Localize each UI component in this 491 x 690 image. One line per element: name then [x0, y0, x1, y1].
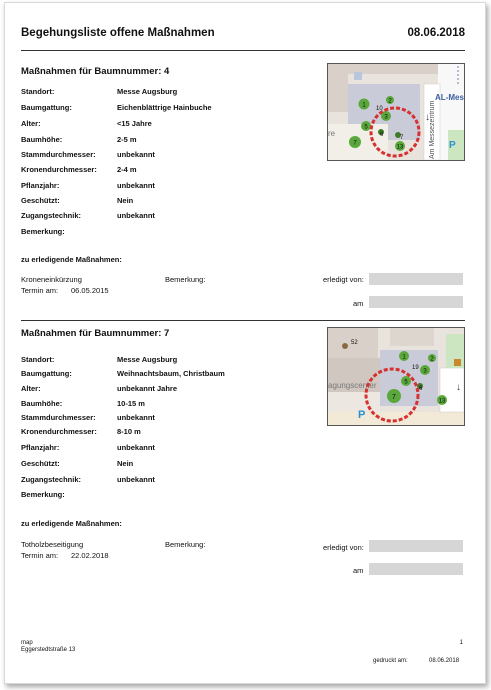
label-zugangstechnik: Zugangstechnik:	[21, 475, 82, 484]
value-standort: Messe Augsburg	[117, 87, 178, 96]
termin-date: 22.02.2018	[71, 551, 109, 560]
am-field[interactable]	[369, 563, 463, 575]
page-number: 1	[459, 640, 463, 646]
label-zugangstechnik: Zugangstechnik:	[21, 211, 82, 220]
svg-text:3: 3	[423, 368, 427, 375]
parking-label: P	[358, 409, 366, 421]
svg-text:5: 5	[364, 124, 368, 131]
svg-text:3: 3	[384, 114, 388, 121]
label-bemerkung: Bemerkung:	[21, 490, 65, 499]
todo-heading: zu erledigende Maßnahmen:	[21, 519, 122, 528]
label-baumgattung: Baumgattung:	[21, 103, 72, 112]
section-title: Maßnahmen für Baumnummer: 4	[21, 66, 170, 77]
value-stammdurchmesser: unbekannt	[117, 150, 155, 159]
value-alter: unbekannt Jahre	[117, 384, 178, 393]
document-page	[4, 2, 486, 684]
am-field[interactable]	[369, 296, 463, 308]
svg-text:re: re	[328, 129, 336, 138]
label-kronendurchmesser: Kronendurchmesser:	[21, 427, 97, 436]
value-baumgattung: Weihnachtsbaum, Christbaum	[117, 369, 225, 378]
svg-text:2: 2	[388, 98, 392, 105]
erledigt-von-label: erledigt von:	[323, 543, 364, 552]
svg-text:7: 7	[353, 140, 357, 147]
poi-icon	[342, 343, 348, 349]
svg-text:1: 1	[402, 354, 406, 361]
label-stammdurchmesser: Stammdurchmesser:	[21, 413, 96, 422]
svg-text:10: 10	[376, 106, 383, 112]
label-alter: Alter:	[21, 384, 41, 393]
svg-text:7: 7	[392, 394, 396, 401]
value-kronendurchmesser: 8-10 m	[117, 427, 141, 436]
value-pflanzjahr: unbekannt	[117, 443, 155, 452]
bemerkung-label: Bemerkung:	[165, 275, 206, 284]
label-stammdurchmesser: Stammdurchmesser:	[21, 150, 96, 159]
label-standort: Standort:	[21, 355, 55, 364]
value-zugangstechnik: unbekannt	[117, 475, 155, 484]
map-label: AL-Mes	[435, 93, 464, 102]
value-pflanzjahr: unbekannt	[117, 181, 155, 190]
am-label: am	[353, 299, 364, 308]
svg-text:1: 1	[362, 102, 366, 109]
svg-text:13: 13	[396, 144, 404, 151]
header-rule	[21, 50, 465, 51]
value-geschuetzt: Nein	[117, 196, 134, 205]
label-alter: Alter:	[21, 119, 41, 128]
value-baumhoehe: 2-5 m	[117, 135, 137, 144]
footer-line-1: map	[21, 640, 33, 646]
label-bemerkung: Bemerkung:	[21, 227, 65, 236]
label-geschuetzt: Geschützt:	[21, 196, 60, 205]
tree-location-map	[327, 63, 465, 161]
todo-heading: zu erledigende Maßnahmen:	[21, 255, 122, 264]
label-kronendurchmesser: Kronendurchmesser:	[21, 165, 97, 174]
label-geschuetzt: Geschützt:	[21, 459, 60, 468]
termin-label: Termin am:	[21, 286, 59, 295]
svg-text:19: 19	[412, 365, 419, 371]
erledigt-von-field[interactable]	[369, 273, 463, 285]
parking-label: P	[449, 140, 456, 151]
label-standort: Standort:	[21, 87, 55, 96]
value-baumgattung: Eichenblättrige Hainbuche	[117, 103, 212, 112]
value-stammdurchmesser: unbekannt	[117, 413, 155, 422]
svg-text:2: 2	[430, 356, 434, 363]
section-divider	[21, 320, 465, 321]
am-label: am	[353, 566, 364, 575]
value-alter: <15 Jahre	[117, 119, 152, 128]
value-kronendurchmesser: 2-4 m	[117, 165, 137, 174]
massnahme-text: Kroneneinkürzung	[21, 275, 82, 284]
label-pflanzjahr: Pflanzjahr:	[21, 443, 60, 452]
section-title: Maßnahmen für Baumnummer: 7	[21, 328, 170, 339]
tree-location-map	[327, 327, 465, 426]
value-geschuetzt: Nein	[117, 459, 134, 468]
printed-label: gedruckt am:	[373, 658, 408, 664]
map-label: agungscenter	[328, 381, 377, 390]
termin-date: 06.05.2015	[71, 286, 109, 295]
label-pflanzjahr: Pflanzjahr:	[21, 181, 60, 190]
svg-text:↓: ↓	[425, 112, 430, 123]
header-date: 08.06.2018	[407, 27, 465, 39]
svg-text:6: 6	[419, 386, 423, 392]
erledigt-von-field[interactable]	[369, 540, 463, 552]
label-baumgattung: Baumgattung:	[21, 369, 72, 378]
massnahme-text: Totholzbeseitigung	[21, 540, 84, 549]
svg-text:7: 7	[400, 135, 404, 141]
erledigt-von-label: erledigt von:	[323, 275, 364, 284]
label-baumhoehe: Baumhöhe:	[21, 399, 63, 408]
footer-line-2: Eggerstedtstraße 13	[21, 647, 76, 653]
poi-icon	[454, 359, 461, 366]
svg-text:6: 6	[380, 132, 384, 138]
value-zugangstechnik: unbekannt	[117, 211, 155, 220]
value-baumhoehe: 10-15 m	[117, 399, 145, 408]
svg-text:52: 52	[351, 340, 358, 346]
label-baumhoehe: Baumhöhe:	[21, 135, 63, 144]
page-title: Begehungsliste offene Maßnahmen	[21, 27, 215, 39]
map-street-label: Am Messezentrum	[429, 100, 436, 159]
value-standort: Messe Augsburg	[117, 355, 178, 364]
svg-text:↓: ↓	[456, 382, 461, 393]
svg-text:5: 5	[404, 379, 408, 386]
bemerkung-label: Bemerkung:	[165, 540, 206, 549]
termin-label: Termin am:	[21, 551, 59, 560]
svg-text:13: 13	[438, 398, 446, 405]
printed-date: 08.06.2018	[429, 658, 460, 664]
